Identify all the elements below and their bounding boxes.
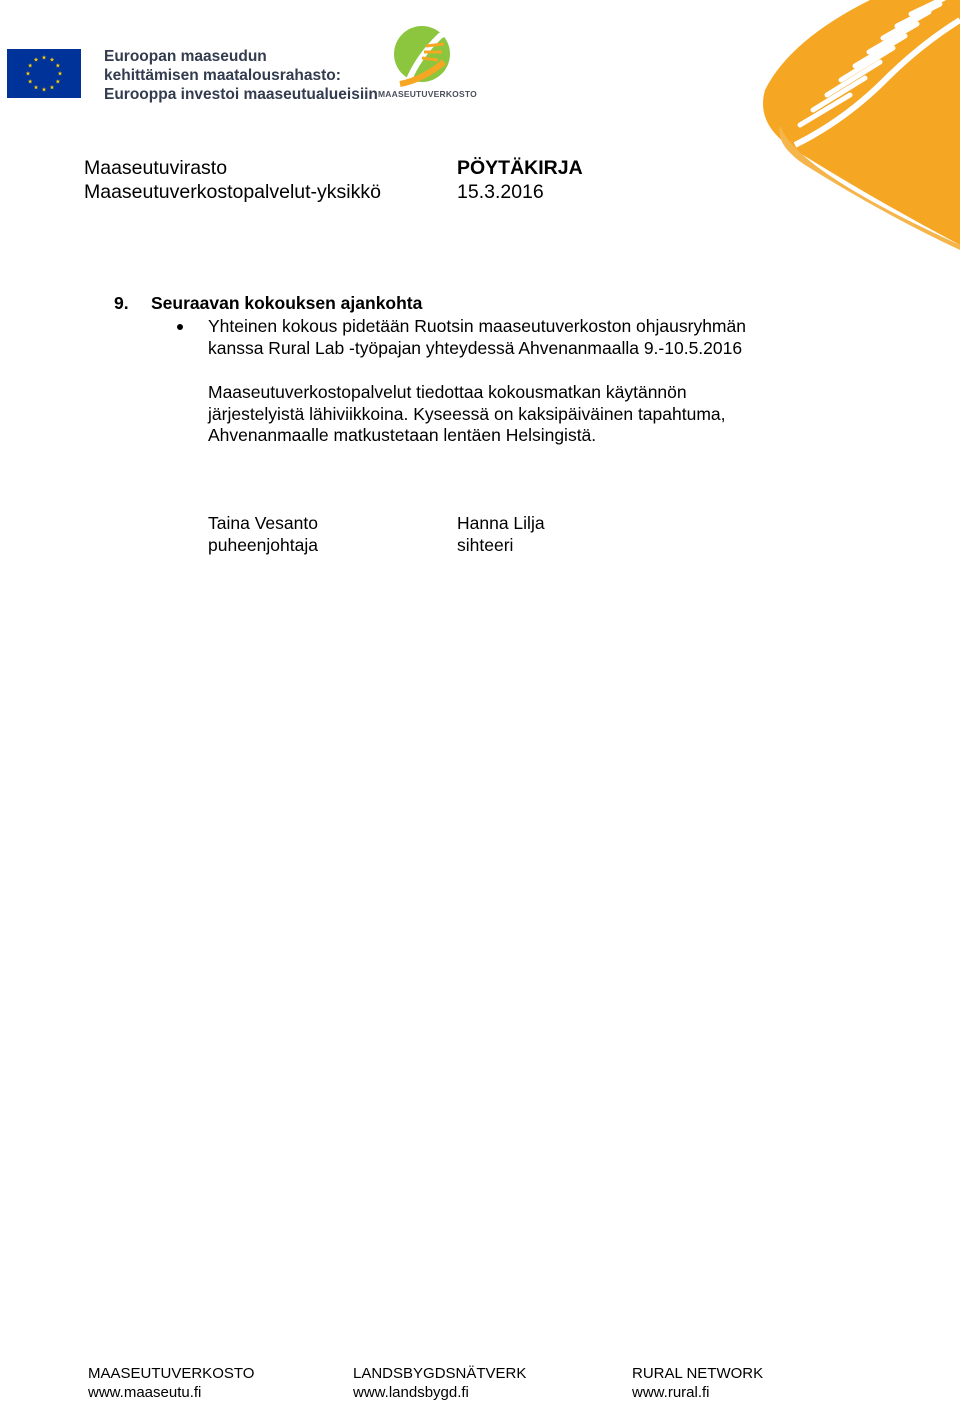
footer-name: LANDSBYGDSNÄTVERK xyxy=(353,1365,527,1382)
unit-name: Maaseutuverkostopalvelut-yksikkö xyxy=(84,181,381,203)
signatory-role: puheenjohtaja xyxy=(208,534,318,555)
bullet-icon xyxy=(177,324,183,330)
bullet-text xyxy=(208,316,817,359)
signature-secretary xyxy=(457,513,545,556)
orange-swoosh-graphic xyxy=(735,0,960,250)
header-document-info xyxy=(457,156,583,204)
document-date: 15.3.2016 xyxy=(457,181,544,203)
footer-url[interactable]: www.rural.fi xyxy=(632,1383,710,1401)
section-title: Seuraavan kokouksen ajankohta xyxy=(151,293,423,313)
document-type: PÖYTÄKIRJA xyxy=(457,157,583,179)
signature-chair xyxy=(208,513,318,556)
footer-column xyxy=(353,1365,526,1402)
footer-column xyxy=(632,1365,763,1402)
footer-url[interactable]: www.maaseutu.fi xyxy=(88,1383,202,1401)
bullet-line: kanssa Rural Lab -työpajan yhteydessä Ahvenanmaalla 9.-10.5.2016 xyxy=(208,337,743,358)
footer-url[interactable]: www.landsbygd.fi xyxy=(353,1383,469,1401)
signatory-name: Hanna Lilja xyxy=(457,513,545,533)
eu-text-line: Euroopan maaseudun xyxy=(104,48,267,65)
eu-flag-icon xyxy=(7,49,81,98)
organization-name: Maaseutuvirasto xyxy=(84,157,228,179)
signatory-role: sihteeri xyxy=(457,534,514,555)
bullet-item xyxy=(177,316,817,359)
footer-name: MAASEUTUVERKOSTO xyxy=(88,1365,255,1382)
eu-text-line: kehittämisen maatalousrahasto: xyxy=(104,67,341,84)
footer-name: RURAL NETWORK xyxy=(632,1365,764,1382)
footer-column xyxy=(88,1365,254,1402)
signatory-name: Taina Vesanto xyxy=(208,513,318,533)
maaseutuverkosto-logo-text: MAASEUTUVERKOSTO xyxy=(378,89,477,99)
paragraph-line: Ahvenanmaalle matkustetaan lentäen Helsingistä. xyxy=(208,425,597,445)
paragraph-line: järjestelyistä lähiviikkoina. Kyseessä on kaksipäiväinen tapahtuma, xyxy=(208,403,726,424)
eu-text-line: Eurooppa investoi maaseutualueisiin xyxy=(104,86,378,103)
header-organization xyxy=(84,156,381,204)
section-number: 9. xyxy=(114,293,129,313)
eu-fund-text xyxy=(104,47,378,104)
paragraph xyxy=(208,382,808,447)
bullet-line: Yhteinen kokous pidetään Ruotsin maaseutuverkoston ohjausryhmän xyxy=(208,316,746,336)
section-heading xyxy=(114,293,422,315)
paragraph-line: Maaseutuverkostopalvelut tiedottaa kokousmatkan käytännön xyxy=(208,382,687,402)
